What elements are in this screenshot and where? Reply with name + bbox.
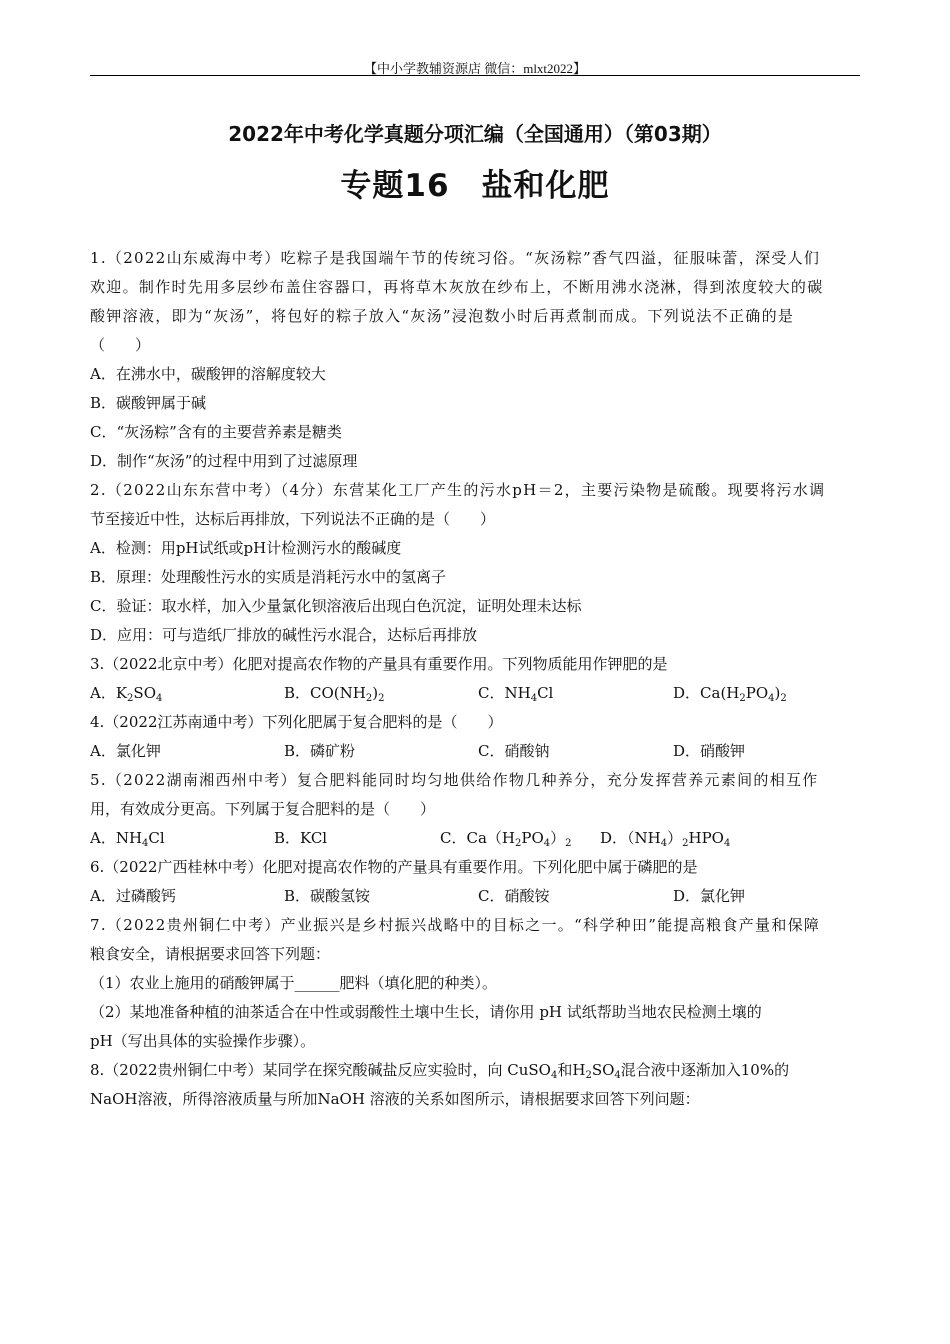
q6-option-c: C．硝酸铵	[478, 887, 550, 905]
q6-option-a: A．过磷酸钙	[90, 887, 176, 905]
q4-option-c: C．硝酸钠	[478, 742, 550, 760]
q3-stem: 3.（2022北京中考）化肥对提高农作物的产量具有重要作用。下列物质能用作钾肥的是	[90, 655, 668, 673]
document-title: 2022年中考化学真题分项汇编（全国通用）（第03期）	[228, 122, 722, 146]
q7-part-1: （1）农业上施用的硝酸钾属于______肥料（填化肥的种类）。	[90, 974, 498, 992]
q4-stem: 4.（2022江苏南通中考）下列化肥属于复合肥料的是（ ）	[90, 713, 503, 731]
q3-options-row	[90, 679, 860, 708]
q5-option-c: C．$Ca(H_2PO_4)_2$	[440, 829, 572, 849]
q6-options-row	[90, 882, 860, 911]
q5-option-a: A．$NH_4Cl$	[90, 829, 165, 849]
q5-option-b: B．KCl	[274, 829, 328, 847]
q1-answer-bracket: （ ）	[90, 336, 151, 354]
q1-option-b: B．碳酸钾属于碱	[90, 394, 207, 412]
q1-stem-line: 1.（2022山东威海中考）吃粽子是我国端午节的传统习俗。“灰汤粽”香气四溢，征服味蕾，深受人们	[90, 249, 821, 267]
q8-stem-line: 8.（2022贵州铜仁中考）某同学在探究酸碱盐反应实验时，向 CuSO$_4$和$H_2SO_4$混合液中逐渐加入10%的	[90, 1061, 790, 1081]
q1-option-a: A．在沸水中，碳酸钾的溶解度较大	[90, 365, 326, 383]
header-rule	[90, 75, 860, 76]
q6-stem: 6.（2022广西桂林中考）化肥对提高农作物的产量具有重要作用。下列化肥中属于磷肥的是	[90, 858, 698, 876]
q1-option-c: C．“灰汤粽”含有的主要营养素是糖类	[90, 423, 342, 441]
q7-part-2-line: pH（写出具体的实验操作步骤）。	[90, 1032, 316, 1050]
q2-option-d: D．应用：可与造纸厂排放的碱性污水混合，达标后再排放	[90, 626, 478, 644]
q7-stem-line: 粮食安全，请根据要求回答下列题：	[90, 945, 331, 963]
q2-stem-line: 2.（2022山东东营中考）（4分）东营某化工厂产生的污水pH＝2，主要污染物是硫酸。现要将污水调	[90, 481, 826, 499]
q3-option-d: D．$Ca(H_2PO_4)_2$	[673, 684, 787, 704]
q8-stem-line: NaOH溶液，所得溶液质量与所加NaOH 溶液的关系如图所示，请根据要求回答下列问题：	[90, 1090, 700, 1108]
q2-option-b: B．原理：处理酸性污水的实质是消耗污水中的氢离子	[90, 568, 447, 586]
q2-stem-line: 节至接近中性，达标后再排放，下列说法不正确的是（ ）	[90, 510, 496, 528]
q4-option-a: A．氯化钾	[90, 742, 161, 760]
q1-option-d: D．制作“灰汤”的过程中用到了过滤原理	[90, 452, 358, 470]
q7-stem-line: 7.（2022贵州铜仁中考）产业振兴是乡村振兴战略中的目标之一。“科学种田”能提高粮食产量和保障	[90, 916, 821, 934]
q3-option-a: A．$K_2SO_4$	[90, 684, 163, 704]
q2-option-a: A．检测：用pH试纸或pH计检测污水的酸碱度	[90, 539, 402, 557]
q3-option-c: C．$NH_4Cl$	[478, 684, 554, 704]
q5-stem-line: 用，有效成分更高。下列属于复合肥料的是（ ）	[90, 800, 436, 818]
q7-part-2-line: （2）某地准备种植的油茶适合在中性或弱酸性土壤中生长，请你用 pH 试纸帮助当地农民检测土壤的	[90, 1003, 762, 1021]
q4-option-b: B．磷矿粉	[284, 742, 356, 760]
q5-stem-line: 5.（2022湖南湘西州中考）复合肥料能同时均匀地供给作物几种养分，充分发挥营养元素间的相互作	[90, 771, 819, 789]
q2-option-c: C．验证：取水样，加入少量氯化钡溶液后出现白色沉淀，证明处理未达标	[90, 597, 582, 615]
q1-stem-line: 酸钾溶液，即为“灰汤”，将包好的粽子放入“灰汤”浸泡数小时后再煮制而成。下列说法不正确的是	[90, 307, 795, 325]
q5-option-d: D．$(NH_4)_2HPO_4$	[600, 829, 731, 849]
page-header: 【中小学教辅资源店 微信：mlxt2022】	[363, 61, 587, 76]
q4-options-row	[90, 737, 860, 766]
q1-stem-line: 欢迎。制作时先用多层纱布盖住容器口，再将草木灰放在纱布上，不断用沸水浇淋，得到浓度较大的碳	[90, 278, 824, 296]
q6-option-d: D．氯化钾	[673, 887, 746, 905]
q5-options-row	[90, 824, 860, 853]
q4-option-d: D．硝酸钾	[673, 742, 746, 760]
topic-title: 专题16 盐和化肥	[340, 168, 610, 204]
q6-option-b: B．碳酸氢铵	[284, 887, 371, 905]
q3-option-b: B．$CO(NH_2)_2$	[284, 684, 385, 704]
question-list	[90, 244, 860, 1114]
